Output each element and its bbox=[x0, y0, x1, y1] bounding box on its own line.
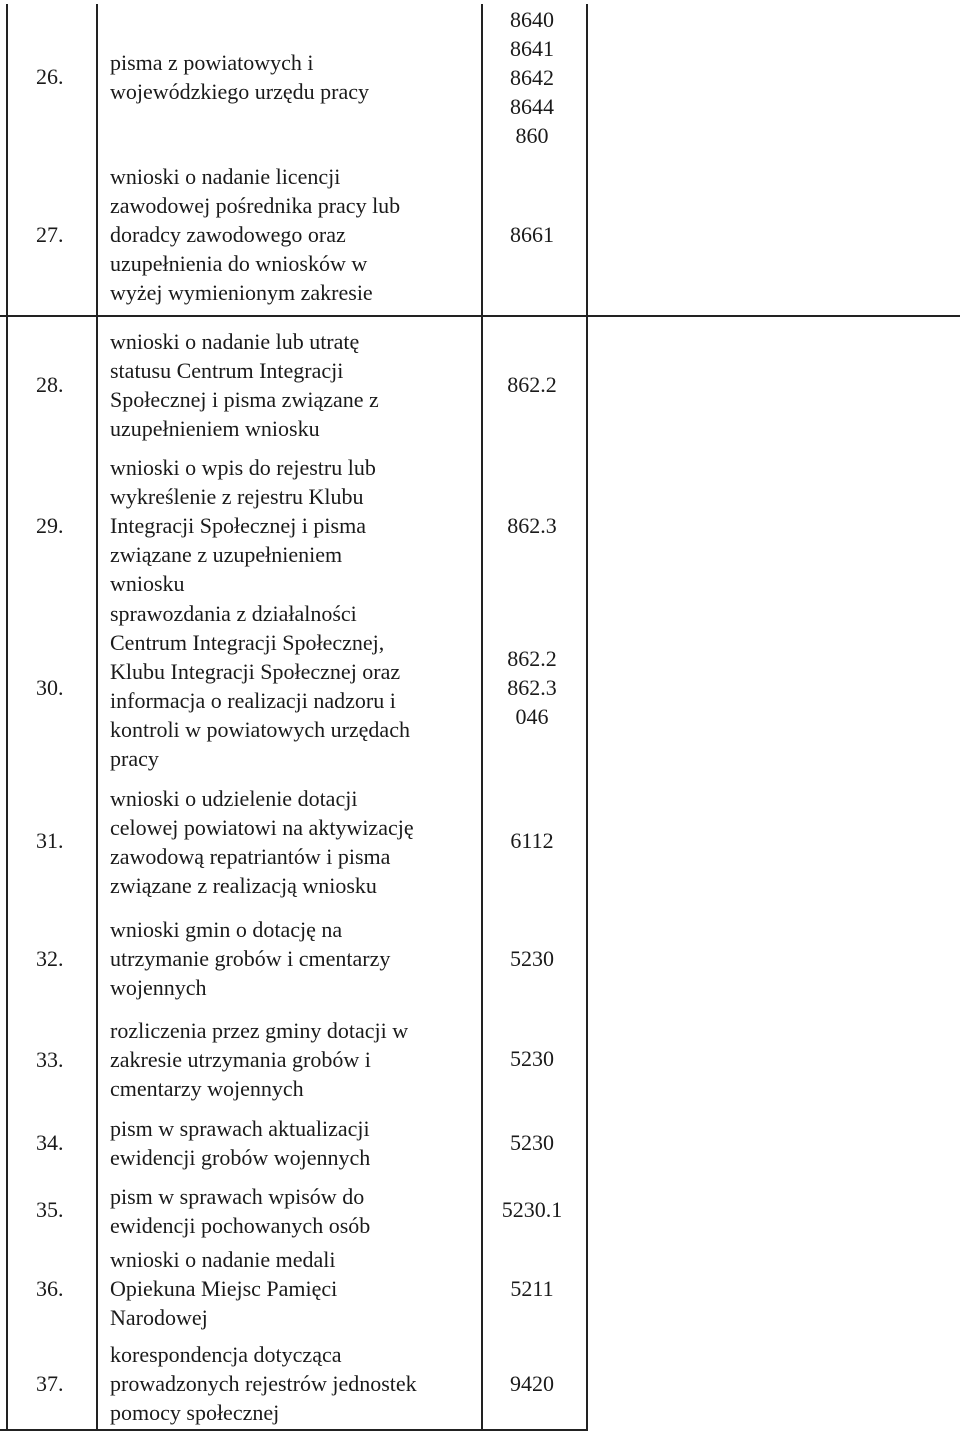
row-code: 862.3 bbox=[507, 513, 557, 538]
row-number: 27. bbox=[36, 222, 64, 247]
table-border-num bbox=[96, 4, 98, 1430]
row-description: wnioski o udzielenie dotacji celowej powiatowi na aktywizację zawodową repatriantów i pisma związane z realizacją wniosku bbox=[110, 786, 414, 898]
row-description: pism w sprawach wpisów do ewidencji pochowanych osób bbox=[110, 1184, 371, 1238]
table-border-code bbox=[586, 4, 588, 1430]
row-divider bbox=[0, 315, 960, 317]
row-number: 33. bbox=[36, 1047, 64, 1072]
row-code: 6112 bbox=[510, 828, 554, 853]
row-number: 35. bbox=[36, 1197, 64, 1222]
row-code: 8640 8641 8642 8644 860 bbox=[510, 7, 554, 148]
table-border-left bbox=[6, 4, 8, 1430]
row-number: 26. bbox=[36, 64, 64, 89]
row-code: 5230.1 bbox=[501, 1197, 563, 1222]
row-description: pism w sprawach aktualizacji ewidencji grobów wojennych bbox=[110, 1116, 371, 1170]
row-description: wnioski o wpis do rejestru lub wykreślenie z rejestru Klubu Integracji Społecznej i pisma związane z uzupełnieniem wniosku bbox=[110, 455, 376, 596]
row-description: wnioski o nadanie licencji zawodowej pośrednika pracy lub doradcy zawodowego oraz uzupełnienia do wniosków w wyżej wymienionym zakresie bbox=[110, 164, 401, 305]
row-number: 31. bbox=[36, 828, 64, 853]
row-code: 5211 bbox=[510, 1276, 554, 1301]
row-number: 32. bbox=[36, 946, 64, 971]
row-number: 28. bbox=[36, 372, 64, 397]
row-description: rozliczenia przez gminy dotacji w zakresie utrzymania grobów i cmentarzy wojennych bbox=[110, 1018, 409, 1101]
row-code: 862.2 862.3 046 bbox=[507, 646, 557, 729]
row-number: 34. bbox=[36, 1130, 64, 1155]
row-code: 5230 bbox=[510, 1046, 554, 1071]
row-number: 37. bbox=[36, 1371, 64, 1396]
row-description: wnioski o nadanie medali Opiekuna Miejsc Pamięci Narodowej bbox=[110, 1247, 338, 1330]
row-description: wnioski o nadanie lub utratę statusu Centrum Integracji Społecznej i pisma związane z uzupełnieniem wniosku bbox=[110, 329, 379, 441]
row-description: sprawozdania z działalności Centrum Integracji Społecznej, Klubu Integracji Społecznej oraz informacja o realizacji nadzoru i kontroli w powiatowych urzędach pracy bbox=[110, 601, 410, 771]
row-divider bbox=[0, 1429, 588, 1431]
row-code: 5230 bbox=[510, 946, 554, 971]
row-description: wnioski gmin o dotację na utrzymanie grobów i cmentarzy wojennych bbox=[110, 917, 391, 1000]
row-code: 8661 bbox=[510, 222, 554, 247]
row-number: 29. bbox=[36, 513, 64, 538]
row-code: 5230 bbox=[510, 1130, 554, 1155]
row-description: korespondencja dotycząca prowadzonych rejestrów jednostek pomocy społecznej bbox=[110, 1342, 417, 1425]
row-code: 862.2 bbox=[507, 372, 557, 397]
row-number: 30. bbox=[36, 675, 64, 700]
row-description: pisma z powiatowych i wojewódzkiego urzędu pracy bbox=[110, 50, 370, 104]
row-code: 9420 bbox=[510, 1371, 554, 1396]
row-number: 36. bbox=[36, 1276, 64, 1301]
